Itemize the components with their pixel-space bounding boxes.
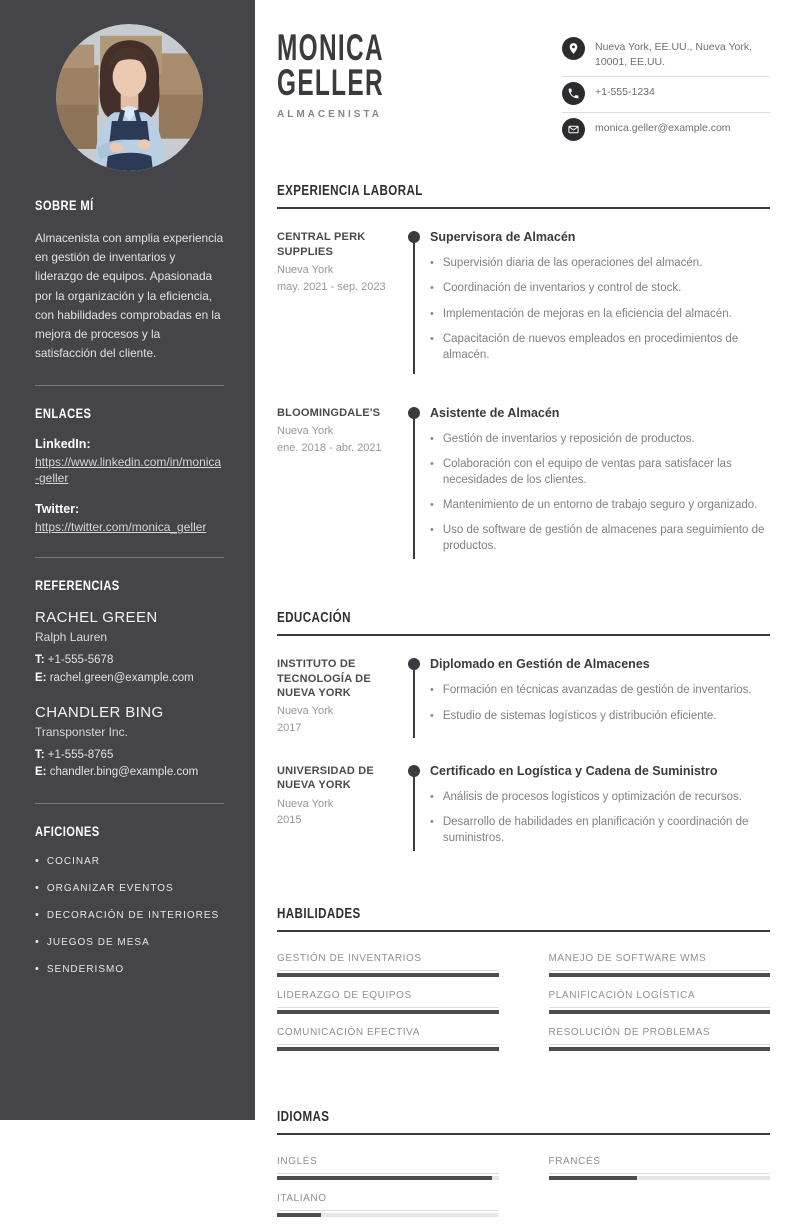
- skill-label: MANEJO DE SOFTWARE WMS: [548, 953, 707, 965]
- bullet-text: Colaboración con el equipo de ventas para satisfacer las necesidades de los clientes.: [442, 457, 732, 487]
- entry-company: BLOOMINGDALE'S: [277, 406, 381, 419]
- bullet-text: Desarrollo de habilidades en planificación y coordinación de suministros.: [442, 816, 749, 845]
- entry-date: ene. 2018 - abr. 2021: [277, 441, 382, 454]
- timeline: [400, 764, 430, 855]
- bullet-text: Análisis de procesos logísticos y optimización de recursos.: [442, 790, 742, 803]
- timeline-dot-icon: [408, 231, 420, 243]
- bullet-text: Mantenimiento de un entorno de trabajo seguro y organizado.: [442, 499, 758, 512]
- reference-company: Transponster Inc.: [35, 724, 128, 739]
- about-section: [35, 197, 224, 364]
- entry-body: [430, 406, 770, 564]
- links-heading: ENLACES: [35, 404, 92, 421]
- hobby-item: [35, 936, 224, 948]
- timeline-dot-icon: [408, 765, 420, 777]
- entry-meta: [277, 406, 400, 564]
- language-divider: [277, 1210, 499, 1211]
- entry-body: [430, 657, 770, 736]
- bullet-icon: •: [430, 499, 434, 512]
- bullet-item: [430, 280, 770, 296]
- skill-divider: [549, 1044, 771, 1045]
- hobby-label: DECORACIÓN DE INTERIORES: [46, 910, 220, 922]
- about-heading: SOBRE MÍ: [35, 197, 94, 213]
- skill-label: GESTIÓN DE INVENTARIOS: [277, 953, 422, 965]
- timeline-dot-icon: [408, 658, 420, 670]
- language-bar: [549, 1176, 771, 1180]
- entry-school: INSTITUTO DE TECNOLOGÍA DE NUEVA YORK: [277, 658, 371, 699]
- bullet-icon: •: [35, 855, 39, 868]
- skill-item: [277, 1027, 499, 1051]
- bullet-icon: •: [35, 909, 39, 922]
- references-section: [35, 577, 224, 782]
- reference-name: RACHEL GREEN: [35, 608, 158, 626]
- hobby-item: [35, 909, 224, 921]
- bullet-list: [430, 789, 770, 846]
- skill-label: RESOLUCIÓN DE PROBLEMAS: [548, 1027, 711, 1039]
- language-label: INGLÉS: [277, 1156, 318, 1168]
- bullet-list: [430, 255, 770, 362]
- entry-body: [430, 230, 770, 371]
- language-bar: [277, 1213, 499, 1217]
- skill-bar-fill: [549, 973, 771, 977]
- phone-value: +1-555-8765: [47, 748, 114, 761]
- language-bar-fill: [277, 1176, 492, 1180]
- language-item: [277, 1193, 499, 1217]
- bullet-icon: •: [430, 524, 434, 537]
- avatar: [56, 24, 203, 171]
- skill-bar: [549, 973, 771, 977]
- location-icon: [562, 37, 585, 60]
- skill-bar: [277, 1010, 499, 1014]
- bullet-icon: •: [430, 432, 434, 445]
- skill-item: [549, 953, 771, 977]
- contact-block: [562, 32, 770, 148]
- bullet-icon: •: [430, 332, 434, 345]
- reference-item: [35, 609, 224, 688]
- skill-bar-fill: [277, 1047, 499, 1051]
- contact-row-address: [562, 32, 770, 77]
- contact-phone: +1-555-1234: [595, 86, 655, 99]
- bullet-icon: •: [430, 790, 434, 803]
- hobby-label: SENDERISMO: [46, 964, 125, 976]
- skill-item: [549, 990, 771, 1014]
- bullet-text: Estudio de sistemas logísticos y distribución eficiente.: [442, 709, 717, 722]
- sidebar: [0, 0, 255, 1120]
- entry-title: Supervisora de Almacén: [430, 230, 576, 245]
- languages-heading: IDIOMAS: [277, 1109, 330, 1126]
- skills-grid: [277, 953, 770, 1064]
- resume-header: [277, 27, 770, 148]
- language-bar-fill: [549, 1176, 638, 1180]
- skill-label: COMUNICACIÓN EFECTIVA: [277, 1027, 420, 1039]
- timeline-dot-icon: [408, 407, 420, 419]
- phone-value: +1-555-5678: [47, 653, 114, 666]
- entry-year: 2015: [277, 814, 302, 827]
- bullet-icon: •: [430, 709, 434, 722]
- entry-year: 2017: [277, 722, 302, 735]
- email-label: E:: [35, 766, 47, 779]
- experience-section: [277, 182, 770, 563]
- skill-divider: [277, 1044, 499, 1045]
- skill-bar-fill: [277, 973, 499, 977]
- phone-label: T:: [35, 748, 45, 761]
- link-item-linkedin: [35, 437, 224, 488]
- first-name: MONICA: [277, 27, 384, 68]
- language-item: [277, 1156, 499, 1180]
- experience-entry: [277, 230, 770, 405]
- skill-bar: [277, 1047, 499, 1051]
- language-bar-fill: [277, 1213, 321, 1217]
- education-heading: EDUCACIÓN: [277, 610, 351, 627]
- contact-email: monica.geller@example.com: [595, 122, 731, 135]
- skill-item: [277, 990, 499, 1014]
- entry-school: UNIVERSIDAD DE NUEVA YORK: [277, 764, 374, 792]
- timeline: [400, 230, 430, 371]
- language-divider: [277, 1173, 499, 1174]
- about-text: Almacenista con amplia experiencia en gestión de inventarios y liderazgo de equipos. Apasionada por la organización y la eficiencia, con habilidades comprobadas en la mejora de procesos y la satisfacción del cliente.: [35, 231, 224, 361]
- skill-divider: [549, 1007, 771, 1008]
- timeline: [400, 657, 430, 736]
- sidebar-divider: [35, 385, 224, 386]
- languages-section: [277, 1108, 770, 1230]
- bullet-item: [430, 708, 770, 724]
- entry-location: Nueva York: [277, 425, 334, 438]
- entry-body: [430, 764, 770, 855]
- bullet-text: Uso de software de gestión de almacenes para seguimiento de productos.: [442, 524, 765, 553]
- bullet-list: [430, 682, 770, 723]
- bullet-icon: •: [430, 282, 434, 295]
- skill-divider: [549, 970, 771, 971]
- hobby-label: ORGANIZAR EVENTOS: [46, 883, 174, 895]
- hobbies-heading: AFICIONES: [35, 823, 100, 840]
- phone-label: T:: [35, 653, 45, 666]
- hobby-item: [35, 882, 224, 894]
- skill-label: LIDERAZGO DE EQUIPOS: [277, 990, 412, 1002]
- bullet-icon: •: [35, 963, 39, 976]
- hobbies-list: [35, 855, 224, 975]
- sidebar-divider: [35, 557, 224, 558]
- bullet-icon: •: [35, 882, 39, 895]
- bullet-item: [430, 789, 770, 805]
- skill-bar: [549, 1047, 771, 1051]
- language-bar: [277, 1176, 499, 1180]
- avatar-photo-illustration: [56, 24, 203, 171]
- bullet-item: [430, 497, 770, 513]
- section-heading: [277, 1108, 770, 1135]
- bullet-item: [430, 255, 770, 271]
- skills-heading: HABILIDADES: [277, 906, 361, 923]
- last-name: GELLER: [277, 62, 384, 104]
- twitter-link[interactable]: https://twitter.com/monica_geller: [35, 520, 207, 535]
- skill-bar: [549, 1010, 771, 1014]
- skill-item: [277, 953, 499, 977]
- hobby-label: JUEGOS DE MESA: [46, 937, 150, 949]
- entry-company: CENTRAL PERK SUPPLIES: [277, 231, 366, 258]
- bullet-icon: •: [430, 457, 434, 470]
- contact-row-email: [562, 113, 770, 148]
- reference-company: Ralph Lauren: [35, 629, 108, 644]
- skill-bar: [277, 973, 499, 977]
- entry-date: may. 2021 - sep. 2023: [277, 280, 386, 293]
- entry-title: Certificado en Logística y Cadena de Suministro: [430, 763, 718, 778]
- email-label: E:: [35, 671, 47, 684]
- entry-location: Nueva York: [277, 797, 334, 810]
- email-value: chandler.bing@example.com: [49, 766, 199, 779]
- references-heading: REFERENCIAS: [35, 576, 120, 593]
- hobby-item: [35, 855, 224, 867]
- section-heading: [277, 905, 770, 932]
- section-heading: [277, 609, 770, 636]
- bullet-text: Coordinación de inventarios y control de stock.: [442, 282, 682, 295]
- skill-label: PLANIFICACIÓN LOGÍSTICA: [548, 990, 696, 1002]
- bullet-item: [430, 456, 770, 488]
- skill-item: [549, 1027, 771, 1051]
- bullet-icon: •: [430, 257, 434, 270]
- experience-entry: [277, 406, 770, 564]
- reference-item: [35, 704, 224, 783]
- skill-bar-fill: [549, 1010, 771, 1014]
- reference-email: [35, 764, 224, 782]
- language-item: [549, 1156, 771, 1180]
- language-label: ITALIANO: [277, 1193, 327, 1205]
- bullet-icon: •: [430, 816, 434, 829]
- reference-phone: [35, 747, 224, 765]
- reference-phone: [35, 652, 224, 670]
- entry-title: Asistente de Almacén: [430, 405, 560, 420]
- bullet-text: Supervisión diaria de las operaciones del almacén.: [442, 257, 703, 270]
- language-divider: [549, 1173, 771, 1174]
- sidebar-divider: [35, 803, 224, 804]
- bullet-list: [430, 431, 770, 555]
- name-block: [277, 27, 439, 121]
- hobbies-section: [35, 823, 224, 975]
- entry-meta: [277, 764, 400, 855]
- bullet-text: Capacitación de nuevos empleados en procedimientos de almacén.: [442, 332, 739, 361]
- bullet-item: [430, 814, 770, 846]
- contact-row-phone: [562, 77, 770, 113]
- bullet-icon: •: [430, 684, 434, 697]
- links-section: [35, 405, 224, 536]
- link-item-twitter: [35, 502, 224, 536]
- bullet-icon: •: [35, 936, 39, 949]
- entry-meta: [277, 230, 400, 371]
- email-icon: [562, 118, 585, 141]
- job-title: ALMACENISTA: [277, 109, 383, 121]
- bullet-item: [430, 431, 770, 447]
- skills-section: [277, 905, 770, 1064]
- experience-heading: EXPERIENCIA LABORAL: [277, 183, 423, 200]
- bullet-icon: •: [430, 307, 434, 320]
- entry-meta: [277, 657, 400, 736]
- hobby-label: COCINAR: [46, 856, 100, 868]
- reference-name: CHANDLER BING: [35, 703, 164, 721]
- phone-icon: [562, 82, 585, 105]
- section-heading: [277, 182, 770, 209]
- entry-location: Nueva York: [277, 263, 334, 276]
- skill-divider: [277, 970, 499, 971]
- education-entry: [277, 657, 770, 764]
- link-label: LinkedIn:: [35, 436, 91, 451]
- entry-location: Nueva York: [277, 705, 334, 718]
- language-label: FRANCÉS: [548, 1156, 601, 1168]
- entry-title: Diplomado en Gestión de Almacenes: [430, 657, 650, 672]
- main-content: [255, 0, 794, 1230]
- education-section: [277, 609, 770, 855]
- linkedin-link[interactable]: https://www.linkedin.com/in/monica-geller: [35, 454, 222, 486]
- bullet-item: [430, 522, 770, 554]
- bullet-text: Implementación de mejoras en la eficiencia del almacén.: [442, 307, 732, 320]
- skill-bar-fill: [277, 1010, 499, 1014]
- bullet-item: [430, 331, 770, 363]
- skill-bar-fill: [549, 1047, 771, 1051]
- hobby-item: [35, 963, 224, 975]
- reference-email: [35, 670, 224, 688]
- timeline: [400, 406, 430, 564]
- link-label: Twitter:: [35, 502, 80, 517]
- bullet-text: Gestión de inventarios y reposición de productos.: [442, 432, 695, 445]
- contact-address: Nueva York, EE.UU., Nueva York, 10001, EE.UU.: [595, 41, 753, 68]
- bullet-item: [430, 306, 770, 322]
- skill-divider: [277, 1007, 499, 1008]
- education-entry: [277, 764, 770, 855]
- email-value: rachel.green@example.com: [49, 671, 194, 684]
- languages-grid: [277, 1156, 770, 1230]
- bullet-text: Formación en técnicas avanzadas de gestión de inventarios.: [442, 684, 752, 697]
- bullet-item: [430, 682, 770, 698]
